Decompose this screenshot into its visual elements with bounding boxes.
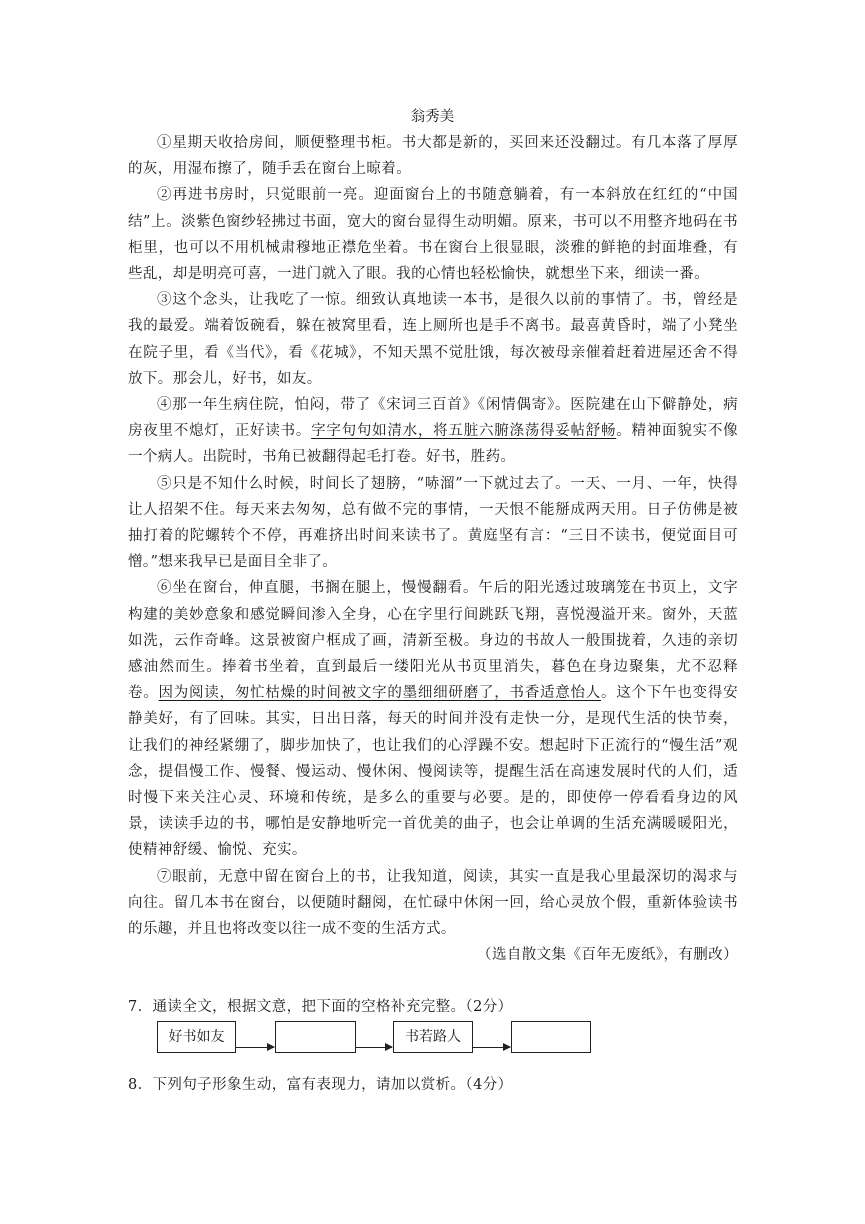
author-name: 翁秀美 <box>410 109 455 125</box>
essay-body <box>128 130 738 969</box>
paragraph-5: ⑤只是不知什么时候，时间长了翅膀，“哧溜”一下就过去了。一天、一月、一年，快得让人招架不住。每天来去匆匆，总有做不完的事情，一天恨不能掰成两天用。日子仿佛是被抽打着的陀螺转个不停，再难挤出时间来读书了。黄庭坚有言：“三日不读书，便觉面目可憎。”想来我早已是面目全非了。 <box>128 475 738 571</box>
question-8: 8．下列句子形象生动，富有表现力，请加以赏析。（4分） <box>128 1077 513 1093</box>
paragraph-4-text: ④那一年生病住院，怕闷，带了《宋词三百首》《闲情偶寄》。医院建在山下僻静处，病房夜里不熄灯，正好读书。 <box>128 397 738 440</box>
paragraph-7: ⑦眼前，无意中留在窗台上的书，让我知道，阅读，其实一直是我心里最深切的渴求与向往。留几本书在窗台，以便随时翻阅，在忙碌中休闲一回，给心灵放个假，重新体验读书的乐趣，并且也将改变以往一成不变的生活方式。 <box>128 868 738 938</box>
paragraph-3: ③这个念头，让我吃了一惊。细致认真地读一本书，是很久以前的事情了。书，曾经是我的最爱。端着饭碗看，躲在被窝里看，连上厕所也是手不离书。最喜黄昏时，端了小凳坐在院子里，看《当代》，看《花城》，不知天黑不觉肚饿，每次被母亲催着赶着进屋还舍不得放下。那会儿，好书，如友。 <box>128 292 738 387</box>
paragraph-2: ②再进书房时，只觉眼前一亮。迎面窗台上的书随意躺着，有一本斜放在红红的“中国结”上。淡紫色窗纱轻拂过书面，宽大的窗台显得生动明媚。原来，书可以不用整齐地码在书柜里，也可以不用机械肃穆地正襟危坐着。书在窗台上很显眼，淡雅的鲜艳的封面堆叠，有些乱，却是明亮可喜，一进门就入了眼。我的心情也轻松愉快，就想坐下来，细读一番。 <box>128 187 738 283</box>
paragraph-6-text: ⑥坐在窗台，伸直腿，书搁在腿上，慢慢翻看。午后的阳光透过玻璃笼在书页上，文字构建的美妙意象和感觉瞬间渗入全身，心在字里行间跳跃飞翔，喜悦漫溢开来。窗外，天蓝如洗，云作奇峰。这景被窗户框成了画，清新至极。身边的书故人一般围拢着，久违的亲切感油然而生。捧着书坐着，直到最后一缕阳光从书页里消失，暮色在身边聚集，尤不忍释卷。 <box>128 580 738 702</box>
flow-box-3: 书若路人 <box>393 1021 473 1053</box>
source-citation: （选自散文集《百年无废纸》，有删改） <box>477 947 738 964</box>
flow-box-blank-2[interactable] <box>511 1021 591 1053</box>
arrow-right-icon <box>473 1047 510 1048</box>
flow-box-1: 好书如友 <box>157 1021 236 1053</box>
paragraph-4-text-end: 。精神面貌实不像一个病人。出院时，书角已被翻得起毛打卷。好书，胜药。 <box>128 423 738 466</box>
underlined-sentence-2: 因为阅读，匆忙枯燥的时间被文字的墨细细研磨了，书香适意怡人 <box>158 685 602 702</box>
arrow-right-icon <box>356 1047 392 1048</box>
paragraph-6 <box>128 575 738 863</box>
underlined-sentence-1: 字字句句如清水，将五脏六腑涤荡得妥帖舒畅 <box>311 423 617 440</box>
question-7: 7．通读全文，根据文意，把下面的空格补充完整。（2分） <box>128 999 513 1015</box>
paragraph-6-text-end: 。这个下午也变得安静美好，有了回味。其实，日出日落，每天的时间并没有走快一分，是现代生活的快节奏，让我们的神经紧绷了，脚步加快了，也让我们的心浮躁不安。想起时下正流行的“慢生活”观念，提倡慢工作、慢餐、慢运动、慢休闲、慢阅读等，提醒生活在高速发展时代的人们，适时慢下来关注心灵、环境和传统，是多么的重要与必要。是的，即使停一停看看身边的风景，读读手边的书，哪怕是安静地听完一首优美的曲子，也会让单调的生活充满暖暖阳光，使精神舒缓、愉悦、充实。 <box>128 685 738 859</box>
arrow-right-icon <box>236 1047 274 1048</box>
paragraph-1: ①星期天收拾房间，顺便整理书柜。书大都是新的，买回来还没翻过。有几本落了厚厚的灰，用湿布擦了，随手丢在窗台上晾着。 <box>128 135 738 178</box>
paragraph-4 <box>128 392 738 471</box>
flow-box-blank-1[interactable] <box>275 1021 356 1053</box>
